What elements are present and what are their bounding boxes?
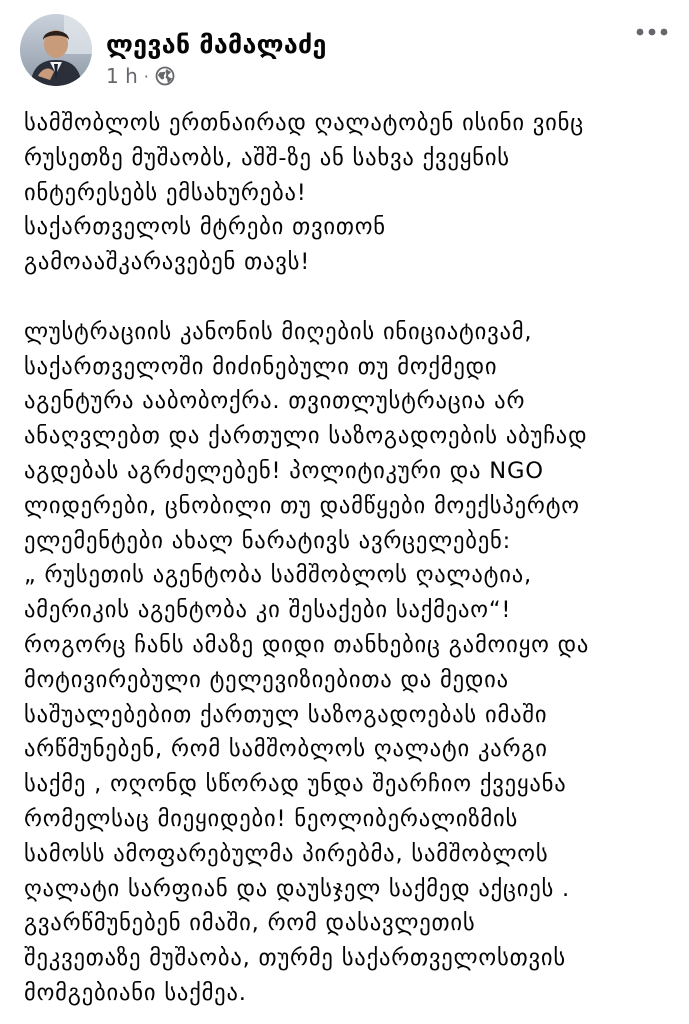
text-line: საქართველოს მტრები თვითონ [24,214,386,241]
text-line: ამერიკის აგენტობა კი შესაქები საქმეაო“! [24,597,512,624]
paragraph-gap [24,280,674,315]
avatar-photo [20,14,92,86]
text-line: სამშობლოს ერთნაირად ღალატობენ ისინი ვინც [24,110,584,136]
more-horizontal-icon[interactable] [634,20,670,44]
text-line: აგდებას აგრძელებენ! პოლიტიკური და NGO [24,457,544,484]
post-header [20,14,670,94]
text-line: ლიდერები, ცნობილი თუ დამწყები მოექსპერტო [24,492,580,519]
text-line: ელემენტები ახალ ნარატივს ავრცელებენ: [24,527,511,554]
text-line: მომგებიანი საქმეა. [24,979,247,1006]
text-line: რომელსაც მიეყიდები! ნეოლიბერალიზმის [24,805,519,832]
text-line: ღალატი სარფიან და დაუსჯელ საქმედ აქციეს . [24,875,571,902]
text-line: არწმუნებენ, რომ სამშობლოს ღალატი კარგი [24,736,548,763]
text-line: ინტერესებს ემსახურება! [24,179,307,206]
text-line: მოტივირებული ტელევიზიებითა და მედია [24,666,509,693]
author-avatar[interactable] [20,14,92,86]
meta-separator: · [143,66,149,86]
post-meta [106,64,175,88]
post-text [24,106,674,1011]
text-line: საშუალებებით ქართულ საზოგადოებას იმაში [24,701,548,728]
text-line: რუსეთზე მუშაობს, აშშ-ზე ან სახვა ქვეყნის [24,144,510,171]
globe-icon[interactable] [155,66,175,86]
text-line: როგორც ჩანს ამაზე დიდი თანხებიც გამოიყო და [24,631,590,658]
text-line: შეკვეთაზე მუშაობა, თურმე საქართველოსთვის [24,945,566,972]
text-line: ანაღვლებთ და ქართული საზოგადოების აბუჩად [24,423,588,450]
text-line: გვარწმუნებენ იმაში, რომ დასავლეთის [24,910,476,937]
text-line: გამოააშკარავებენ თავს! [24,249,311,276]
text-line: საქართველოში მიძინებული თუ მოქმედი [24,353,498,380]
text-line: „ რუსეთის აგენტობა სამშობლოს ღალატია, [24,562,533,589]
text-line: სამოსს ამოფარებულმა პირებმა, სამშობლოს [24,840,549,867]
post-time[interactable]: 1 h [106,64,138,88]
text-line: საქმე , ოღონდ სწორად უნდა შეარჩიო ქვეყანა [24,771,567,798]
author-name[interactable]: ლევან მამალაძე [106,30,327,59]
text-line: აგენტურა ააბობოქრა. თვითლუსტრაცია არ [24,388,526,415]
text-line: ლუსტრაციის კანონის მიღების ინიციატივამ, [24,318,533,345]
